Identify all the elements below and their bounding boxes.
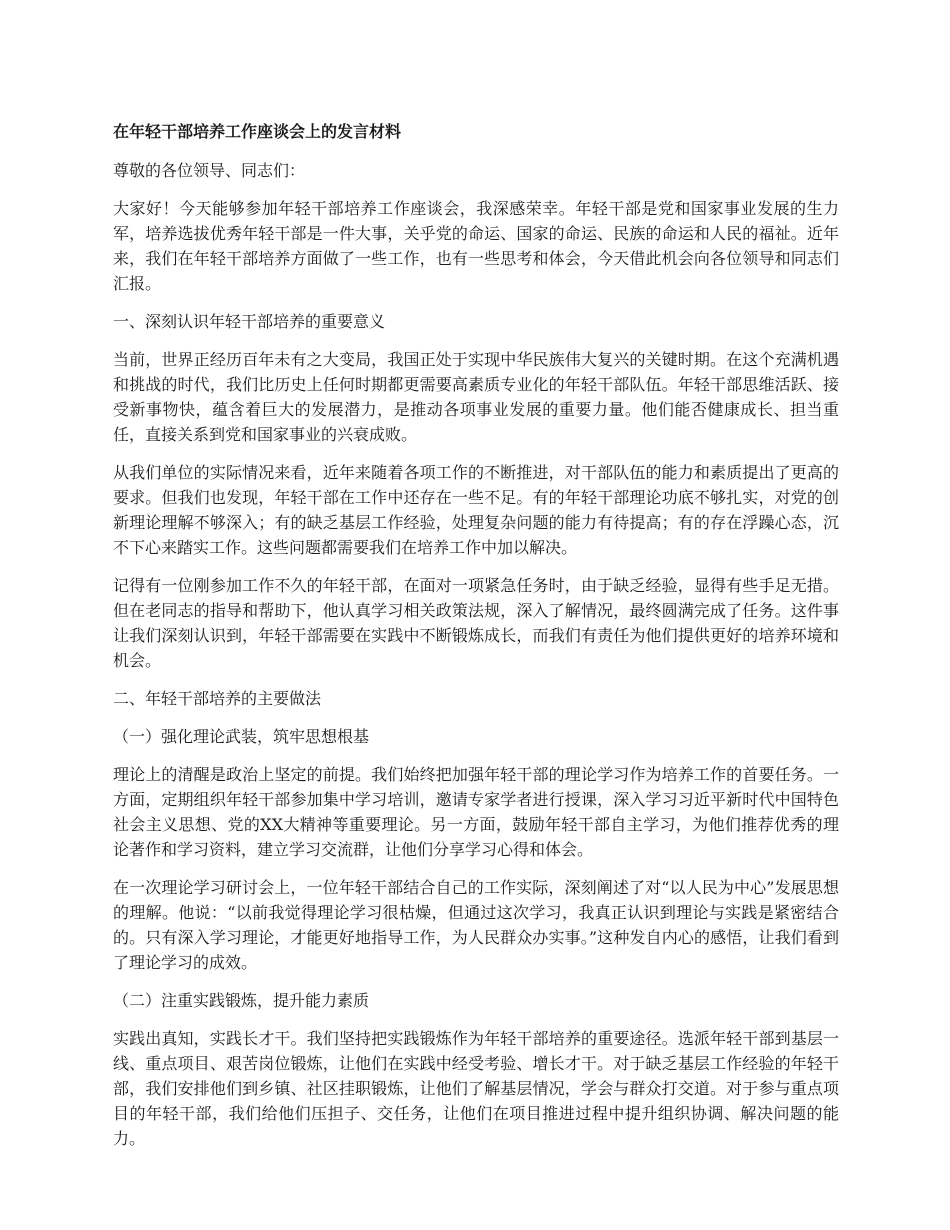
paragraph-example: 记得有一位刚参加工作不久的年轻干部，在面对一项紧急任务时，由于缺乏经验，显得有些手足无措。但在老同志的指导和帮助下，他认真学习相关政策法规，深入了解情况，最终圆满完成了任务。这件事让我们深刻认识到，年轻干部需要在实践中不断锻炼成长，而我们有责任为他们提供更好的培养环境和机会。 bbox=[113, 576, 839, 670]
paragraph-practice: 实践出真知，实践长才干。我们坚持把实践锻炼作为年轻干部培养的重要途径。选派年轻干部到基层一线、重点项目、艰苦岗位锻炼，让他们在实践中经受考验、增长才干。对于缺乏基层工作经验的年轻干部，我们安排他们到乡镇、社区挂职锻炼，让他们了解基层情况，学会与群众打交道。对于参与重点项目的年轻干部，我们给他们压担子、交任务，让他们在项目推进过程中提升组织协调、解决问题的能力。 bbox=[113, 1029, 839, 1148]
subsection-heading-2: （二）注重实践锻炼，提升能力素质 bbox=[113, 991, 370, 1010]
paragraph-intro: 大家好！今天能够参加年轻干部培养工作座谈会，我深感荣幸。年轻干部是党和国家事业发展的生力军，培养选拔优秀年轻干部是一件大事，关乎党的命运、国家的命运、民族的命运和人民的福祉。近年来，我们在年轻干部培养方面做了一些工作，也有一些思考和体会，今天借此机会向各位领导和同志们汇报。 bbox=[113, 199, 839, 293]
document-body bbox=[113, 120, 839, 1164]
paragraph-theory: 理论上的清醒是政治上坚定的前提。我们始终把加强年轻干部的理论学习作为培养工作的首要任务。一方面，定期组织年轻干部参加集中学习培训，邀请专家学者进行授课，深入学习习近平新时代中国特色社会主义思想、党的XX大精神等重要理论。另一方面，鼓励年轻干部自主学习，为他们推荐优秀的理论著作和学习资料，建立学习交流群，让他们分享学习心得和体会。 bbox=[113, 765, 839, 859]
paragraph-current-situation: 从我们单位的实际情况来看，近年来随着各项工作的不断推进，对干部队伍的能力和素质提出了更高的要求。但我们也发现，年轻干部在工作中还存在一些不足。有的年轻干部理论功底不够扎实，对党的创新理论理解不够深入；有的缺乏基层工作经验，处理复杂问题的能力有待提高；有的存在浮躁心态，沉不下心来踏实工作。这些问题都需要我们在培养工作中加以解决。 bbox=[113, 463, 839, 557]
section-heading-1: 一、深刻认识年轻干部培养的重要意义 bbox=[113, 312, 386, 331]
subsection-heading-1: （一）强化理论武装，筑牢思想根基 bbox=[113, 727, 370, 746]
document-title: 在年轻干部培养工作座谈会上的发言材料 bbox=[113, 122, 402, 141]
section-heading-2: 二、年轻干部培养的主要做法 bbox=[113, 689, 322, 708]
salutation: 尊敬的各位领导、同志们： bbox=[113, 161, 306, 180]
paragraph-significance: 当前，世界正经历百年未有之大变局，我国正处于实现中华民族伟大复兴的关键时期。在这个充满机遇和挑战的时代，我们比历史上任何时期都更需要高素质专业化的年轻干部队伍。年轻干部思维活跃、接受新事物快，蕴含着巨大的发展潜力，是推动各项事业发展的重要力量。他们能否健康成长、担当重任，直接关系到党和国家事业的兴衰成败。 bbox=[113, 350, 839, 444]
paragraph-seminar: 在一次理论学习研讨会上，一位年轻干部结合自己的工作实际，深刻阐述了对“以人民为中心”发展思想的理解。他说：“以前我觉得理论学习很枯燥，但通过这次学习，我真正认识到理论与实践是紧密结合的。只有深入学习理论，才能更好地指导工作，为人民群众办实事。”这种发自内心的感悟，让我们看到了理论学习的成效。 bbox=[113, 878, 839, 972]
